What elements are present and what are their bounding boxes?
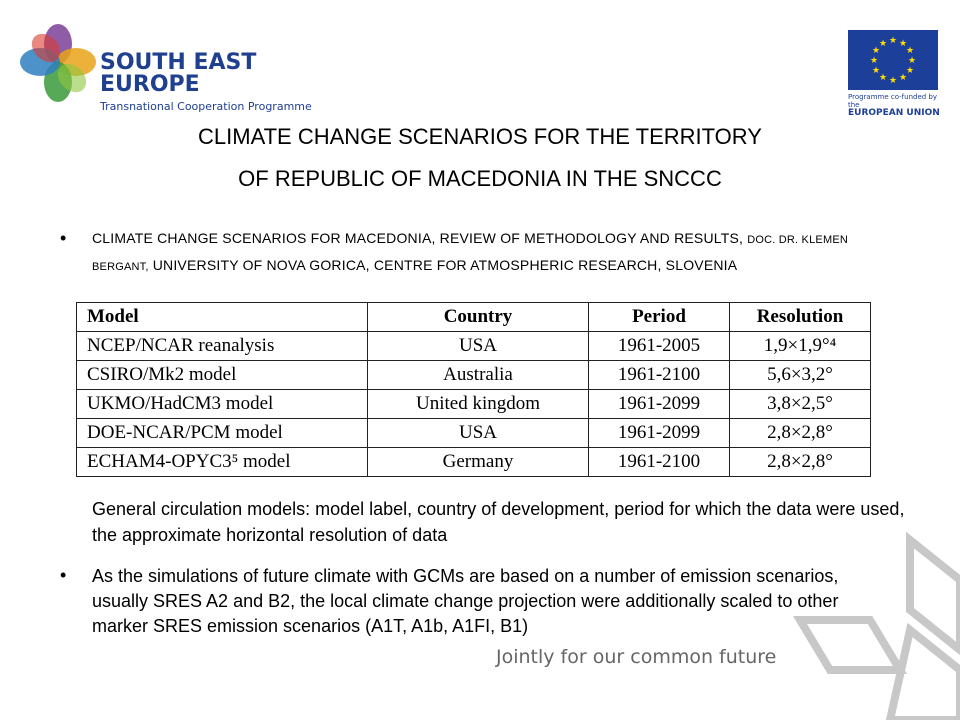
bullet-dot: • bbox=[60, 565, 67, 585]
header-resolution: Resolution bbox=[730, 303, 871, 332]
svg-text:★: ★ bbox=[898, 39, 908, 49]
reference-part1: CLIMATE CHANGE SCENARIOS FOR MACEDONIA, REVIEW OF METHODOLOGY AND RESULTS, bbox=[92, 230, 744, 246]
cell-country: United kingdom bbox=[368, 390, 589, 419]
flower-logo-icon bbox=[18, 22, 98, 112]
table-row bbox=[77, 448, 871, 477]
cell-resolution: 3,8×2,5° bbox=[730, 390, 871, 419]
svg-text:★: ★ bbox=[888, 76, 898, 86]
cell-resolution: 1,9×1,9°⁴ bbox=[730, 332, 871, 361]
cell-resolution: 2,8×2,8° bbox=[730, 419, 871, 448]
cell-model: ECHAM4-OPYC3⁵ model bbox=[77, 448, 368, 477]
cell-resolution: 5,6×3,2° bbox=[730, 361, 871, 390]
header-country: Country bbox=[368, 303, 589, 332]
scenarios-bullet: As the simulations of future climate with GCMs are based on a number of emission scenarios, usually SRES A2 and B2, the local climate change projection were additionally scaled to other marker SRES emission scenarios (A1T, A1b, A1FI, B1) bbox=[92, 566, 839, 636]
gcm-table bbox=[76, 302, 871, 477]
slide-title-line1: CLIMATE CHANGE SCENARIOS FOR THE TERRITORY bbox=[198, 124, 762, 149]
cell-country: Germany bbox=[368, 448, 589, 477]
svg-text:★: ★ bbox=[905, 66, 915, 76]
header-period: Period bbox=[589, 303, 730, 332]
svg-text:★: ★ bbox=[898, 73, 908, 83]
svg-text:★: ★ bbox=[888, 36, 898, 46]
eu-logo bbox=[848, 30, 944, 117]
cell-period: 1961-2100 bbox=[589, 448, 730, 477]
eu-flag-icon bbox=[848, 30, 938, 90]
table-header-row bbox=[77, 303, 871, 332]
bullet-dot: • bbox=[60, 228, 67, 248]
slide-title-line2: OF REPUBLIC OF MACEDONIA IN THE SNCCC bbox=[238, 166, 722, 191]
cell-model: DOE-NCAR/PCM model bbox=[77, 419, 368, 448]
eu-big-text: EUROPEAN UNION bbox=[848, 108, 940, 118]
cell-country: Australia bbox=[368, 361, 589, 390]
reference-author: DOC. DR. KLEMEN BERGANT, bbox=[92, 234, 848, 273]
reference-part3: UNIVERSITY OF NOVA GORICA, CENTRE FOR ATMOSPHERIC RESEARCH, SLOVENIA bbox=[152, 257, 738, 273]
cell-country: USA bbox=[368, 332, 589, 361]
decorative-flower-icon bbox=[760, 520, 960, 720]
cell-period: 1961-2099 bbox=[589, 390, 730, 419]
eu-small-text: Programme co-funded by the bbox=[848, 93, 938, 109]
see-programme-logo bbox=[18, 22, 312, 122]
logo-line2: EUROPE bbox=[100, 72, 200, 97]
cell-model: NCEP/NCAR reanalysis bbox=[77, 332, 368, 361]
table-caption: General circulation models: model label, country of development, period for which the data were used, the approximate horizontal resolution of data bbox=[92, 499, 905, 545]
table-row bbox=[77, 361, 871, 390]
cell-model: CSIRO/Mk2 model bbox=[77, 361, 368, 390]
eu-caption bbox=[848, 93, 944, 117]
header-model: Model bbox=[77, 303, 368, 332]
logo-title bbox=[100, 52, 256, 96]
cell-resolution: 2,8×2,8° bbox=[730, 448, 871, 477]
svg-text:★: ★ bbox=[871, 66, 881, 76]
cell-country: USA bbox=[368, 419, 589, 448]
svg-text:★: ★ bbox=[878, 73, 888, 83]
logo-subtitle: Transnational Cooperation Programme bbox=[100, 100, 312, 113]
svg-text:★: ★ bbox=[869, 56, 879, 66]
table-row bbox=[77, 419, 871, 448]
svg-text:★: ★ bbox=[907, 56, 917, 66]
tagline: Jointly for our common future bbox=[496, 646, 777, 668]
svg-text:★: ★ bbox=[871, 46, 881, 56]
svg-text:★: ★ bbox=[878, 39, 888, 49]
cell-period: 1961-2005 bbox=[589, 332, 730, 361]
table-row bbox=[77, 332, 871, 361]
cell-period: 1961-2099 bbox=[589, 419, 730, 448]
reference-bullet bbox=[92, 226, 852, 280]
cell-model: UKMO/HadCM3 model bbox=[77, 390, 368, 419]
svg-text:★: ★ bbox=[905, 46, 915, 56]
logo-line1: SOUTH EAST bbox=[100, 50, 257, 75]
cell-period: 1961-2100 bbox=[589, 361, 730, 390]
table-row bbox=[77, 390, 871, 419]
